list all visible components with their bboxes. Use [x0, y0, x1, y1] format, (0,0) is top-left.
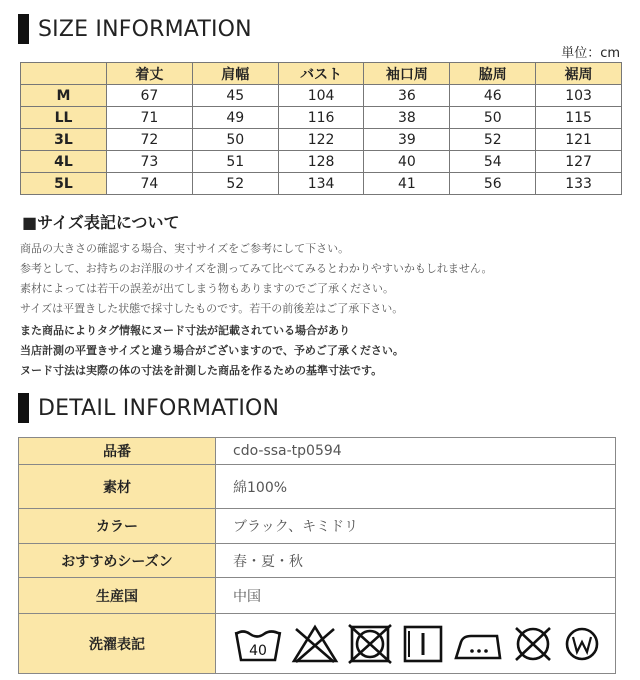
size-label: 5L: [21, 173, 107, 195]
size-cell: 54: [450, 151, 536, 173]
heading-bar: [18, 14, 29, 44]
no-dry-clean-icon: [511, 624, 555, 664]
iron-low-icon: [453, 624, 503, 664]
note-line-bold: ヌード寸法は実際の体の寸法を計測した商品を作るための基準寸法です。: [20, 364, 383, 377]
note-line: 素材によっては若干の誤差が出てしまう物もありますのでご了承ください。: [20, 282, 394, 295]
size-cell: 116: [278, 107, 364, 129]
size-cell: 71: [107, 107, 193, 129]
detail-table: [18, 437, 616, 674]
detail-label: 洗濯表記: [19, 614, 216, 674]
line-dry-icon: [401, 624, 445, 664]
size-cell: 127: [536, 151, 622, 173]
care-icons: [233, 624, 615, 664]
wet-clean-icon: [563, 624, 601, 664]
detail-value: 綿100%: [216, 465, 616, 509]
svg-text:40: 40: [249, 642, 267, 659]
size-cell: 56: [450, 173, 536, 195]
size-label: 3L: [21, 129, 107, 151]
size-cell: 134: [278, 173, 364, 195]
detail-label: 素材: [19, 465, 216, 509]
size-header-cuff: 袖口周: [364, 63, 450, 85]
size-cell: 39: [364, 129, 450, 151]
size-cell: 122: [278, 129, 364, 151]
detail-value: cdo-ssa-tp0594: [216, 438, 616, 465]
size-header-armhole: 脇周: [450, 63, 536, 85]
note-line: 参考として、お持ちのお洋服のサイズを測ってみて比べてみるとわかりやすいかもしれません。: [20, 262, 493, 275]
size-cell: 52: [450, 129, 536, 151]
size-cell: 128: [278, 151, 364, 173]
size-cell: 40: [364, 151, 450, 173]
size-cell: 38: [364, 107, 450, 129]
size-row: [21, 151, 622, 173]
size-cell: 51: [192, 151, 278, 173]
detail-row-season: [19, 544, 616, 578]
note-line-bold: また商品によりタグ情報にヌード寸法が記載されている場合があり: [20, 324, 350, 337]
size-information-heading: [18, 14, 252, 44]
size-cell: 74: [107, 173, 193, 195]
detail-value: 春・夏・秋: [216, 544, 616, 578]
size-row: [21, 129, 622, 151]
size-cell: 45: [192, 85, 278, 107]
size-cell: 104: [278, 85, 364, 107]
detail-value: ブラック、キミドリ: [216, 509, 616, 544]
size-header-hem: 裾周: [536, 63, 622, 85]
size-row: [21, 173, 622, 195]
detail-row-care: [19, 614, 616, 674]
note-line-bold: 当店計測の平置きサイズと違う場合がございますので、予めご了承ください。: [20, 344, 404, 357]
size-cell: 46: [450, 85, 536, 107]
size-label: M: [21, 85, 107, 107]
size-header-shoulder: 肩幅: [192, 63, 278, 85]
size-header-length: 着丈: [107, 63, 193, 85]
size-cell: 121: [536, 129, 622, 151]
nude-size-notes: [20, 321, 404, 381]
size-cell: 115: [536, 107, 622, 129]
detail-label: おすすめシーズン: [19, 544, 216, 578]
size-row: [21, 107, 622, 129]
detail-value: 中国: [216, 578, 616, 614]
no-tumble-dry-icon: [347, 624, 393, 664]
size-cell: 36: [364, 85, 450, 107]
size-table: [20, 62, 622, 195]
size-cell: 41: [364, 173, 450, 195]
care-icons-cell: [216, 614, 616, 674]
detail-label: 品番: [19, 438, 216, 465]
detail-label: カラー: [19, 509, 216, 544]
size-cell: 72: [107, 129, 193, 151]
detail-row-product-code: [19, 438, 616, 465]
size-cell: 103: [536, 85, 622, 107]
detail-label: 生産国: [19, 578, 216, 614]
size-notes: [20, 239, 493, 319]
detail-row-material: [19, 465, 616, 509]
size-label: 4L: [21, 151, 107, 173]
size-cell: 49: [192, 107, 278, 129]
no-bleach-icon: [291, 624, 339, 664]
size-label: LL: [21, 107, 107, 129]
size-cell: 133: [536, 173, 622, 195]
size-cell: 52: [192, 173, 278, 195]
size-header-bust: バスト: [278, 63, 364, 85]
size-notes-title: ■サイズ表記について: [22, 213, 180, 232]
detail-information-heading: [18, 393, 279, 423]
size-cell: 50: [450, 107, 536, 129]
note-line: 商品の大きさの確認する場合、実寸サイズをご参考にして下さい。: [20, 242, 350, 255]
size-cell: 67: [107, 85, 193, 107]
size-table-header-row: [21, 63, 622, 85]
detail-row-origin: [19, 578, 616, 614]
size-cell: 50: [192, 129, 278, 151]
heading-bar: [18, 393, 29, 423]
size-row: [21, 85, 622, 107]
unit-label: 単位：cm: [561, 46, 620, 61]
note-line: サイズは平置きした状態で採寸したものです。若干の前後差はご了承下さい。: [20, 302, 404, 315]
wash-40-icon: [233, 624, 283, 664]
detail-information-title: DETAIL INFORMATION: [38, 395, 280, 421]
size-information-title: SIZE INFORMATION: [38, 16, 252, 42]
size-header-corner: [21, 63, 107, 85]
size-cell: 73: [107, 151, 193, 173]
detail-row-color: [19, 509, 616, 544]
